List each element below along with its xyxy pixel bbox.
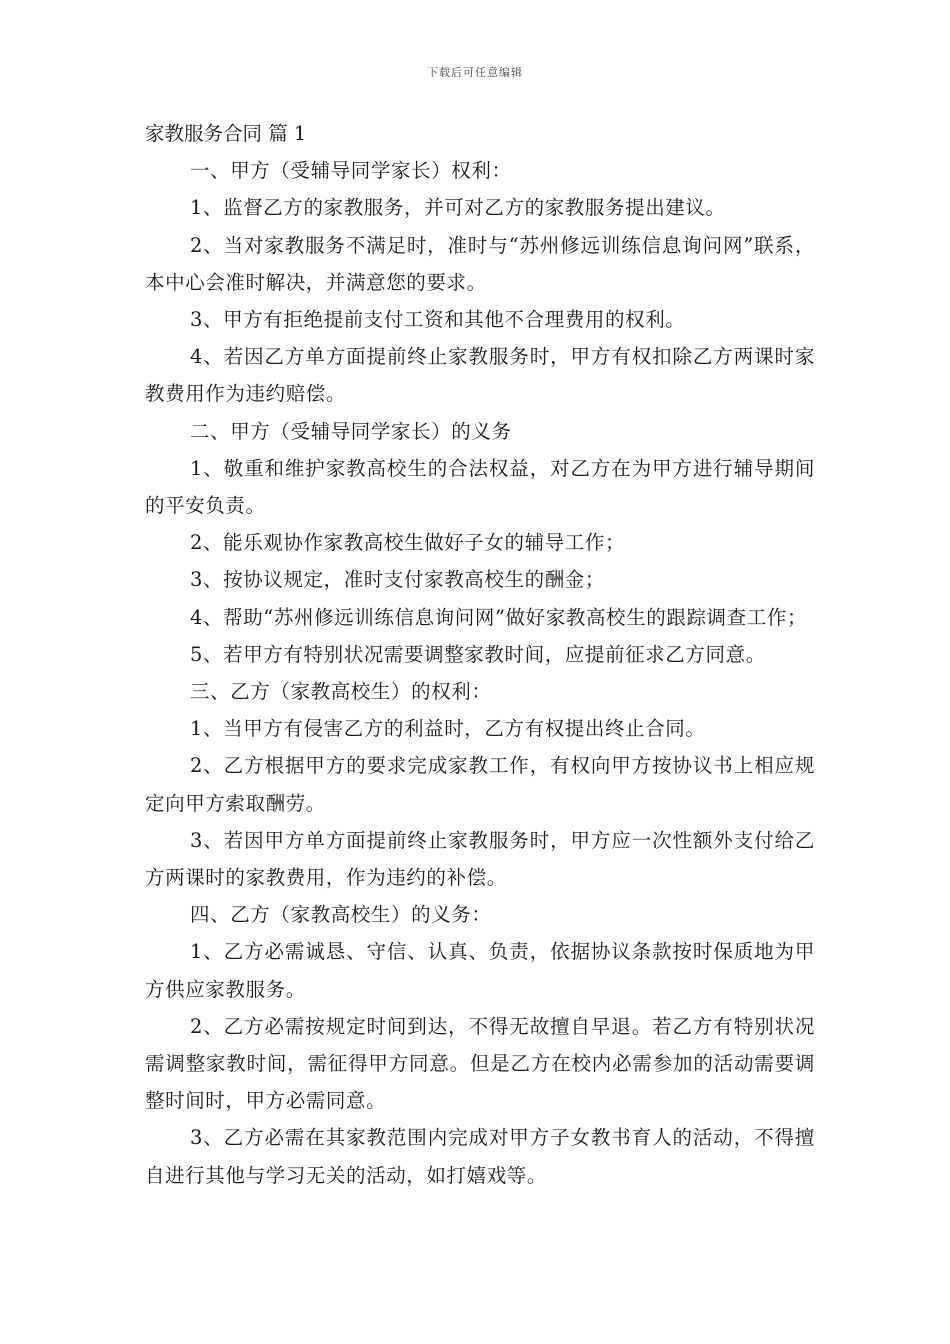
paragraph: 四、乙方（家教高校生）的义务：	[190, 903, 492, 927]
paragraph: 1、监督乙方的家教服务，并可对乙方的家教服务提出建议。	[190, 196, 726, 220]
paragraph: 1、敬重和维护家教高校生的合法权益，对乙方在为甲方进行辅导期间的平安负责。	[145, 456, 815, 518]
paragraph: 1、乙方必需诚恳、守信、认真、负责，依据协议条款按时保质地为甲方供应家教服务。	[145, 940, 815, 1001]
paragraph: 4、帮助“苏州修远训练信息询问网”做好家教高校生的跟踪调查工作；	[190, 605, 808, 629]
paragraph: 2、乙方必需按规定时间到达，不得无故擅自早退。若乙方有特别状况需调整家教时间，需征得甲方同意。但是乙方在校内必需参加的活动需要调整时间时，甲方必需同意。	[145, 1014, 815, 1113]
paragraph: 二、甲方（受辅导同学家长）的义务	[190, 419, 512, 443]
paragraph: 2、能乐观协作家教高校生做好子女的辅导工作；	[190, 531, 626, 555]
paragraph: 5、若甲方有特别状况需要调整家教时间，应提前征求乙方同意。	[190, 642, 766, 666]
document-body	[145, 115, 815, 1194]
paragraph: 一、甲方（受辅导同学家长）权利：	[190, 159, 512, 183]
paragraph: 2、当对家教服务不满足时，准时与“苏州修远训练信息询问网”联系，本中心会准时解决，并满意您的要求。	[145, 233, 815, 294]
paragraph: 3、若因甲方单方面提前终止家教服务时，甲方应一次性额外支付给乙方两课时的家教费用，作为违约的补偿。	[145, 828, 815, 890]
document-title: 家教服务合同 篇 1	[145, 122, 307, 145]
paragraph: 三、乙方（家教高校生）的权利：	[190, 680, 492, 704]
paragraph: 3、按协议规定，准时支付家教高校生的酬金；	[190, 568, 606, 592]
paragraph: 3、乙方必需在其家教范围内完成对甲方子女教书育人的活动，不得擅自进行其他与学习无关的活动，如打嬉戏等。	[145, 1126, 815, 1187]
paragraph: 1、当甲方有侵害乙方的利益时，乙方有权提出终止合同。	[190, 717, 706, 741]
header-note: 下载后可任意编辑	[427, 66, 523, 79]
paragraph: 3、甲方有拒绝提前支付工资和其他不合理费用的权利。	[190, 308, 686, 332]
paragraph: 4、若因乙方单方面提前终止家教服务时，甲方有权扣除乙方两课时家教费用作为违约赔偿。	[145, 345, 815, 406]
paragraph: 2、乙方根据甲方的要求完成家教工作，有权向甲方按协议书上相应规定向甲方索取酬劳。	[145, 754, 815, 815]
